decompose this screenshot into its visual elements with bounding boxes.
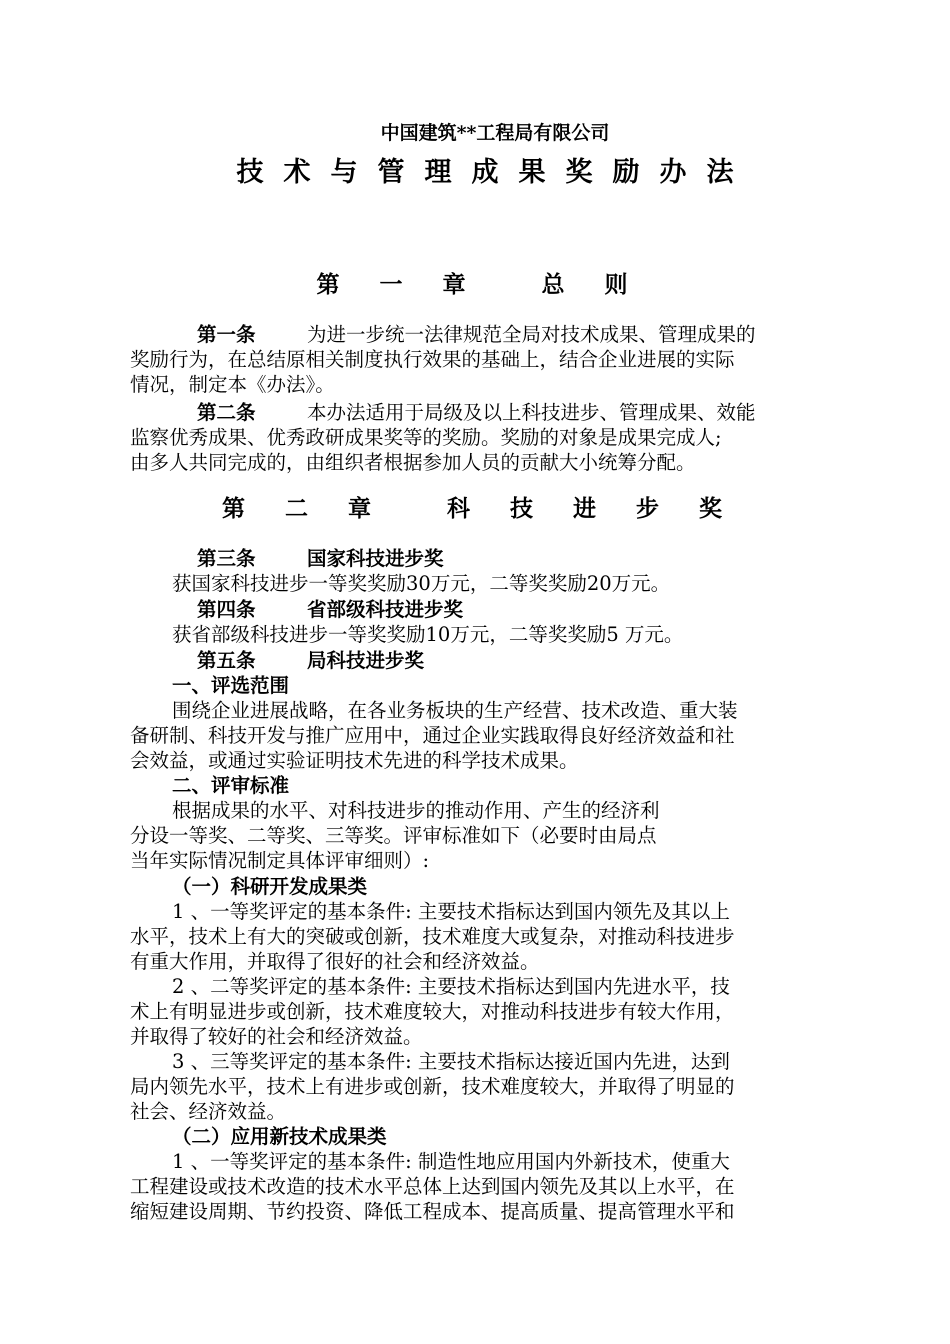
research-heading: （一）科研开发成果类 <box>172 875 368 898</box>
scope-heading: 一、评选范围 <box>172 674 290 697</box>
scope-line-2: 备研制、科技开发与推广应用中，通过企业实践取得良好经济效益和社 <box>130 724 735 747</box>
research-item-2-line-3: 并取得了较好的社会和经济效益。 <box>130 1025 423 1048</box>
article-2-label: 第二条 <box>197 401 256 424</box>
article-3-body: 获国家科技进步一等奖奖励30万元，二等奖奖励20万元。 <box>172 572 671 595</box>
document-title: 技术与管理成果奖励办法 <box>236 157 754 188</box>
research-item-1-line-1: 1 、一等奖评定的基本条件: 主要技术指标达到国内领先及其以上 <box>172 900 730 923</box>
research-item-2-line-1: 2 、二等奖评定的基本条件: 主要技术指标达到国内先进水平，技 <box>172 975 730 998</box>
article-2-line-1: 第二条 本办法适用于局级及以上科技进步、管理成果、效能 <box>197 401 756 424</box>
research-item-1-line-2: 水平，技术上有大的突破或创新，技术难度大或复杂，对推动科技进步 <box>130 925 735 948</box>
applied-heading: （二）应用新技术成果类 <box>172 1125 387 1148</box>
chapter-2-name: 科 技 进 步 奖 <box>446 495 739 522</box>
article-1-line-1: 第一条 为进一步统一法律规范全局对技术成果、管理成果的 <box>197 323 756 346</box>
scope-line-3: 会效益，或通过实验证明技术先进的科学技术成果。 <box>130 749 579 772</box>
article-3-heading: 第三条 国家科技进步奖 <box>197 547 444 570</box>
article-4-body: 获省部级科技进步一等奖奖励10万元，二等奖奖励5 万元。 <box>172 623 684 646</box>
chapter-2-heading <box>0 496 950 521</box>
chapter-1-number: 第 一 章 <box>316 271 482 298</box>
criteria-line-3: 当年实际情况制定具体评审细则）: <box>130 849 430 872</box>
research-item-2-line-2: 术上有明显进步或创新，技术难度较大，对推动科技进步有较大作用， <box>130 1000 735 1023</box>
chapter-1-heading <box>0 272 950 297</box>
research-item-3-line-3: 社会、经济效益。 <box>130 1100 287 1123</box>
article-4-heading: 第四条 省部级科技进步奖 <box>197 598 464 621</box>
article-1-line-2: 奖励行为，在总结原相关制度执行效果的基础上，结合企业进展的实际 <box>130 348 735 371</box>
article-2-line-3: 由多人共同完成的，由组织者根据参加人员的贡献大小统筹分配。 <box>130 451 696 474</box>
article-1-line-3: 情况，制定本《办法》。 <box>130 373 335 396</box>
applied-line-3: 缩短建设周期、节约投资、降低工程成本、提高质量、提高管理水平和 <box>130 1200 735 1223</box>
chapter-2-number: 第 二 章 <box>221 495 387 522</box>
research-item-3-line-2: 局内领先水平，技术上有进步或创新，技术难度较大，并取得了明显的 <box>130 1075 735 1098</box>
criteria-heading: 二、评审标准 <box>172 774 290 797</box>
scope-line-1: 围绕企业进展战略，在各业务板块的生产经营、技术改造、重大装 <box>172 699 738 722</box>
criteria-line-1: 根据成果的水平、对科技进步的推动作用、产生的经济利 <box>172 799 660 822</box>
applied-line-1: 1 、一等奖评定的基本条件: 制造性地应用国内外新技术，使重大 <box>172 1150 730 1173</box>
article-2-line-2: 监察优秀成果、优秀政研成果奖等的奖励。奖励的对象是成果完成人; <box>130 426 722 449</box>
applied-line-2: 工程建设或技术改造的技术水平总体上达到国内领先及其以上水平，在 <box>130 1175 735 1198</box>
research-item-3-line-1: 3 、三等奖评定的基本条件: 主要技术指标达接近国内先进，达到 <box>172 1050 730 1073</box>
chapter-1-name: 总 则 <box>541 271 644 298</box>
criteria-line-2: 分设一等奖、二等奖、三等奖。评审标准如下（必要时由局点 <box>130 824 657 847</box>
company-name: 中国建筑**工程局有限公司 <box>380 122 610 144</box>
research-item-1-line-3: 有重大作用，并取得了很好的社会和经济效益。 <box>130 950 540 973</box>
article-5-heading: 第五条 局科技进步奖 <box>197 649 425 672</box>
article-1-label: 第一条 <box>197 323 256 346</box>
